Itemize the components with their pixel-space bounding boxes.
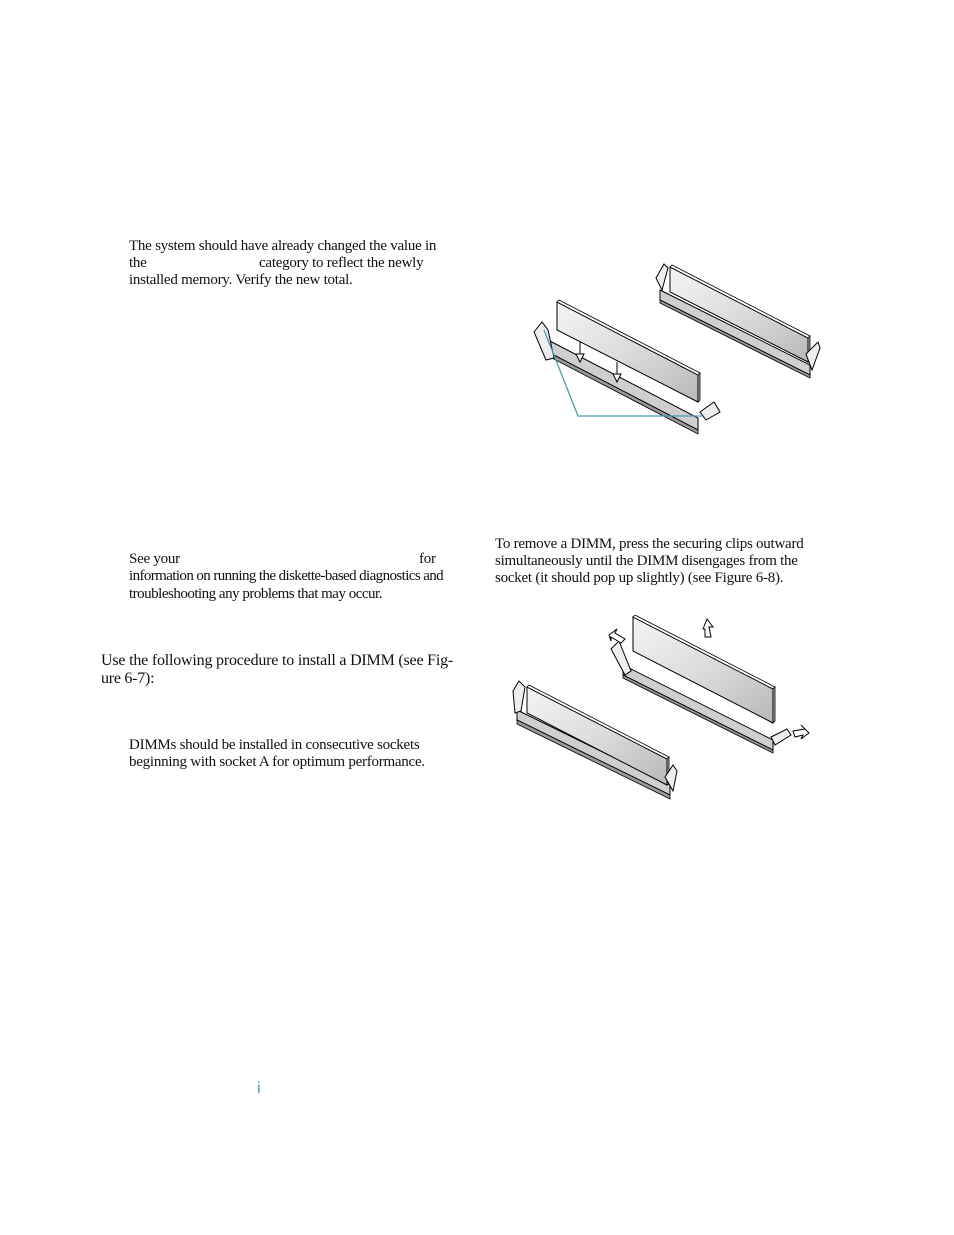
procedure-intro-line1: Use the following procedure to install a DIMM (see Fig- — [101, 652, 454, 669]
note2-line2: information on running the diskette-based diagnostics and — [129, 568, 444, 584]
note2-line1-end: for — [419, 551, 436, 567]
dimm-install-illustration — [520, 250, 830, 440]
dimm-being-inserted — [534, 300, 720, 434]
note2-line3: troubleshooting any problems that may occur. — [129, 586, 382, 602]
dimm-remove-illustration — [505, 615, 825, 810]
installed-dimm-front — [513, 681, 677, 799]
note1-line2-start: the — [129, 255, 147, 271]
note1-line1: The system should have already changed the value in — [129, 238, 437, 254]
dimm-being-removed — [609, 615, 809, 753]
note3-line2: beginning with socket A for optimum performance. — [129, 754, 425, 770]
note1-line3: installed memory. Verify the new total. — [129, 272, 353, 288]
installed-dimm-back — [656, 264, 820, 378]
footer-mark: i — [257, 1080, 261, 1097]
procedure-intro-line2: ure 6-7): — [101, 670, 155, 687]
remove-line2: simultaneously until the DIMM disengages from the — [495, 553, 798, 569]
remove-line3: socket (it should pop up slightly) (see Figure 6-8). — [495, 570, 784, 586]
note3-line1: DIMMs should be installed in consecutive sockets — [129, 737, 420, 753]
remove-line1: To remove a DIMM, press the securing clips outward — [495, 536, 804, 552]
note1-line2-end: category to reflect the newly — [259, 255, 424, 271]
note2-line1-start: See your — [129, 551, 180, 567]
